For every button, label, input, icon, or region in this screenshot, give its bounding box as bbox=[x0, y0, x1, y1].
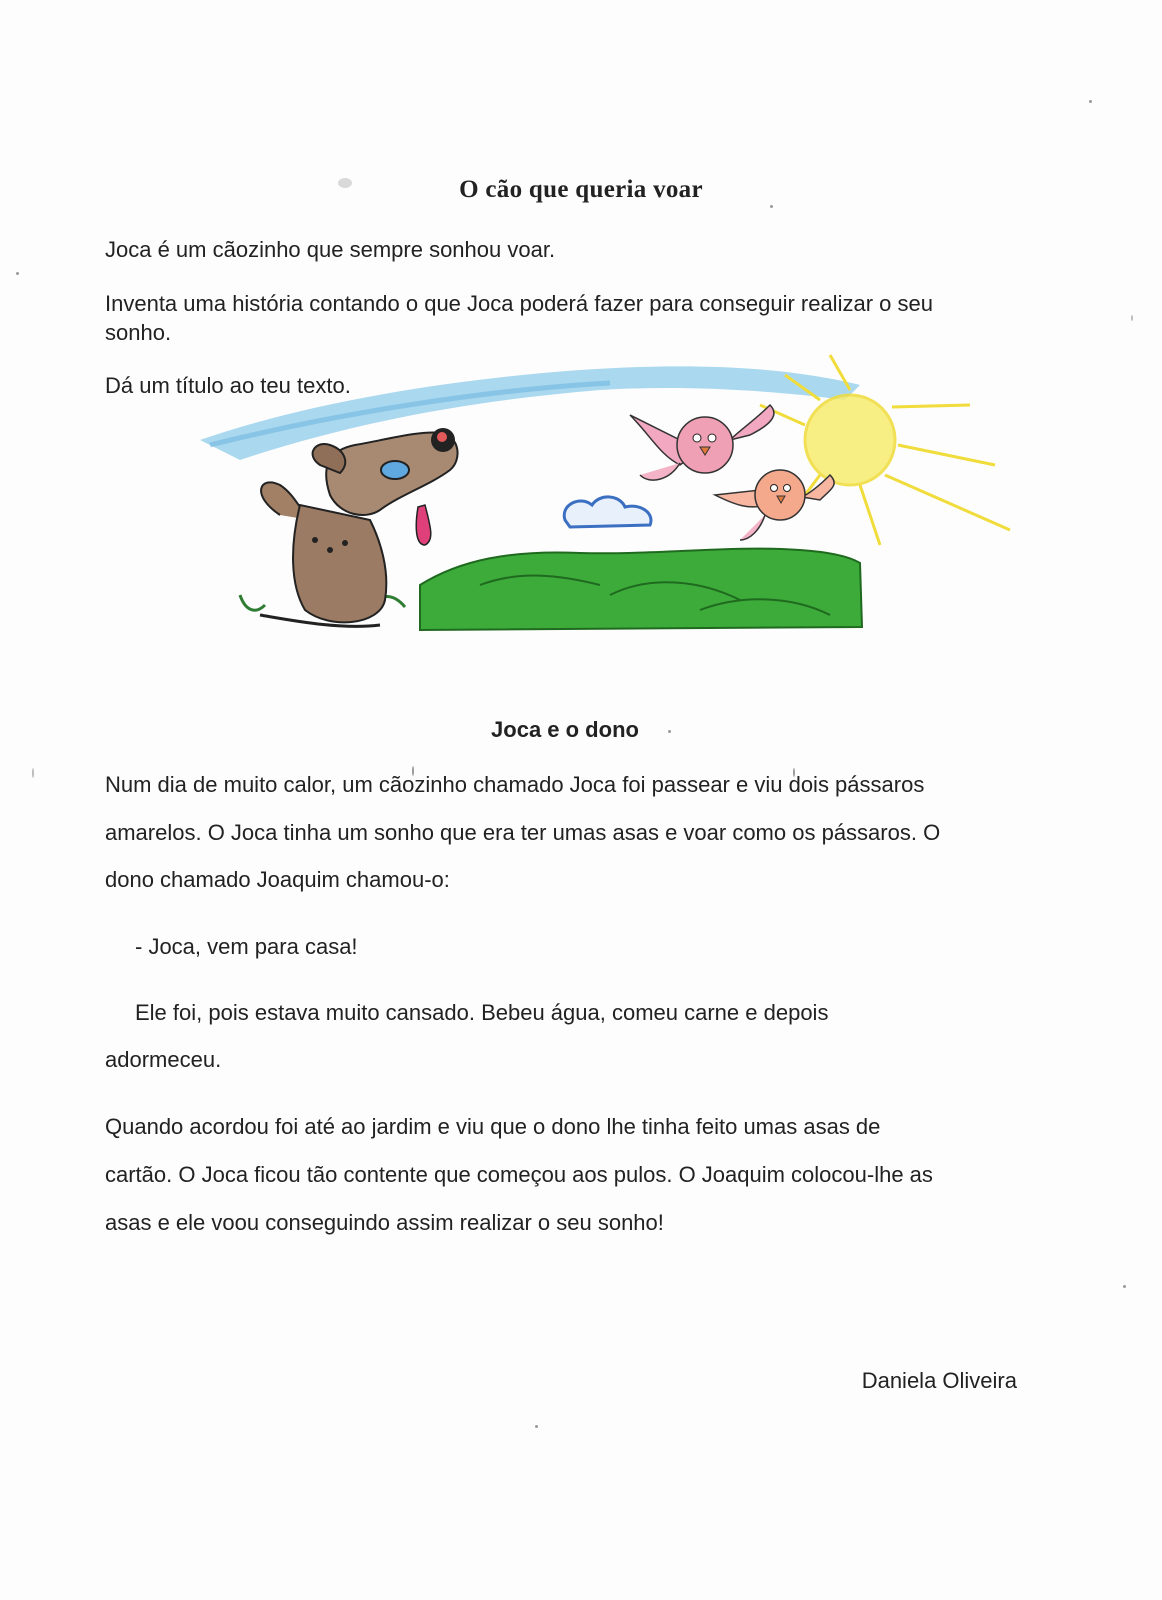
scan-speck bbox=[1089, 100, 1092, 103]
prompt-line: Dá um título ao teu texto. bbox=[105, 373, 351, 398]
scan-speck bbox=[32, 768, 34, 778]
child-drawing bbox=[180, 345, 1030, 665]
story-line: asas e ele voou conseguindo assim realizar o seu sonho! bbox=[105, 1210, 664, 1235]
scan-speck bbox=[535, 1425, 538, 1428]
scan-speck bbox=[770, 205, 773, 208]
prompt-line: sonho. bbox=[105, 320, 172, 345]
story-line: dono chamado Joaquim chamou-o: bbox=[105, 867, 450, 892]
story-line: adormeceu. bbox=[105, 1047, 222, 1072]
story-title: Joca e o dono bbox=[491, 717, 639, 742]
scan-speck bbox=[16, 272, 19, 275]
prompt-line: Joca é um cãozinho que sempre sonhou voar. bbox=[105, 237, 556, 262]
worksheet-title: O cão que queria voar bbox=[459, 176, 703, 203]
author-signature: Daniela Oliveira bbox=[861, 1368, 1017, 1393]
prompt-line: Inventa uma história contando o que Joca poderá fazer para conseguir realizar o seu bbox=[105, 291, 933, 316]
scan-speck bbox=[1131, 315, 1133, 321]
story-line: Num dia de muito calor, um cãozinho chamado Joca foi passear e viu dois pássaros bbox=[105, 772, 925, 797]
story-line: amarelos. O Joca tinha um sonho que era ter umas asas e voar como os pássaros. O bbox=[105, 820, 941, 845]
bird bbox=[630, 405, 774, 480]
story-line: cartão. O Joca ficou tão contente que começou aos pulos. O Joaquim colocou-lhe as bbox=[105, 1162, 933, 1187]
story-line: Ele foi, pois estava muito cansado. Bebeu água, comeu carne e depois bbox=[135, 1000, 829, 1025]
story-dialogue: - Joca, vem para casa! bbox=[135, 934, 358, 959]
story-line: Quando acordou foi até ao jardim e viu que o dono lhe tinha feito umas asas de bbox=[105, 1114, 881, 1139]
scan-speck bbox=[1123, 1285, 1126, 1288]
cloud bbox=[564, 497, 651, 527]
sun bbox=[760, 355, 1010, 545]
